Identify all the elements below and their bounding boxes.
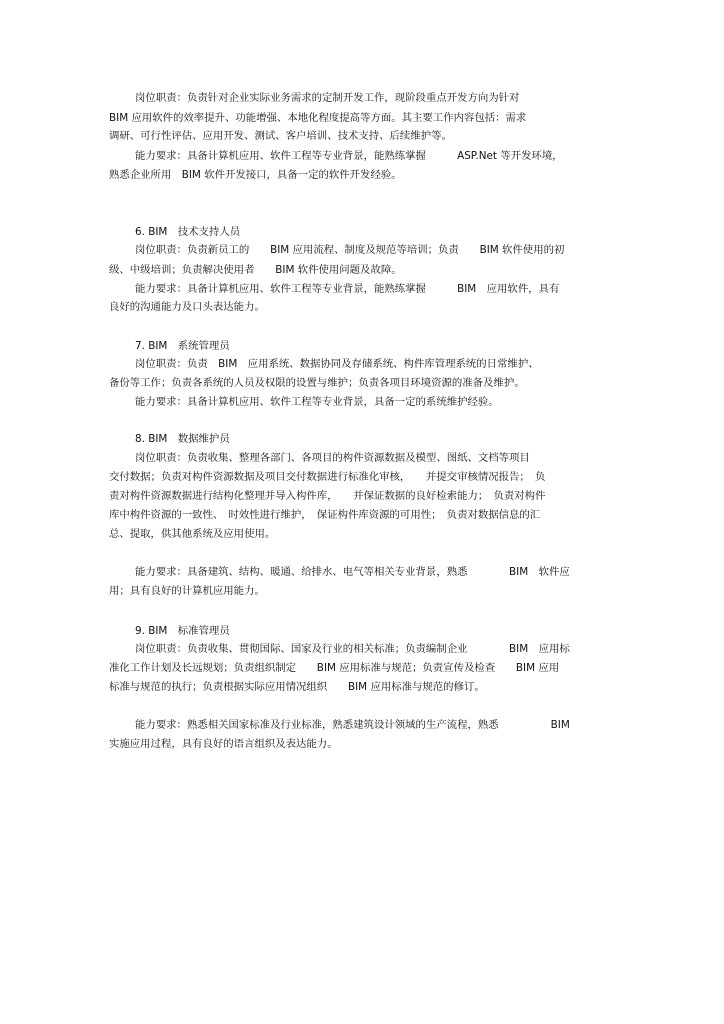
intro-duty-line-2: BIM 应用软件的效率提升、功能增强、本地化程度提高等方面。其主要工作内容包括：需求	[109, 112, 527, 124]
section-7-duty-line-2: 备份等工作；负责各系统的人员及权限的设置与维护；负责各项目环境资源的准备及维护。	[109, 377, 525, 389]
section-7-heading: 7. BIM 系统管理员	[135, 340, 230, 352]
section-9-duty-line-3: 标准与规范的执行；负责根据实际应用情况组织 BIM 应用标准与规范的修订。	[109, 681, 485, 693]
section-7-duty-line-1: 岗位职责：负责 BIM 应用系统、数据协同及存储系统、构件库管理系统的日常维护、	[135, 358, 539, 370]
intro-req-line-1: 能力要求：具备计算机应用、软件工程等专业背景，能熟练掌握 ASP.Net 等开发环境，	[135, 150, 563, 162]
section-8-req-line-2: 用；具有良好的计算机应用能力。	[109, 585, 265, 597]
section-7-req-line-1: 能力要求：具备计算机应用、软件工程等专业背景，具备一定的系统维护经验。	[135, 396, 499, 408]
intro-req-line-2: 熟悉企业所用 BIM 软件开发接口，具备一定的软件开发经验。	[109, 169, 402, 181]
section-8-duty-line-1: 岗位职责：负责收集、整理各部门、各项目的构件资源数据及模型、图纸、文档等项目	[135, 452, 530, 464]
section-9-heading: 9. BIM 标准管理员	[135, 625, 230, 637]
section-6-duty-line-2: 级、中级培训；负责解决使用者 BIM 软件使用问题及故障。	[109, 264, 402, 276]
section-6-duty-line-1: 岗位职责：负责新员工的 BIM 应用流程、制度及规范等培训；负责 BIM 软件使用的初	[135, 244, 565, 256]
section-9-duty-line-2: 准化工作计划及长远规划；负责组织制定 BIM 应用标准与规范；负责宣传及检查 BIM 应用	[109, 662, 560, 674]
section-6-req-line-1: 能力要求：具备计算机应用、软件工程等专业背景，能熟练掌握 BIM 应用软件，具有	[135, 283, 560, 295]
section-8-duty-line-4: 库中构件资源的一致性、 时效性进行维护， 保证构件库资源的可用性； 负责对数据信息的汇	[109, 509, 541, 521]
section-8-heading: 8. BIM 数据维护员	[135, 433, 230, 445]
section-6-heading: 6. BIM 技术支持人员	[135, 226, 241, 238]
section-8-duty-line-3: 责对构件资源数据进行结构化整理并导入构件库， 并保证数据的良好检索能力； 负责对构件	[109, 490, 546, 502]
intro-duty-line-3: 调研、可行性评估、应用开发、测试、客户培训、技术支持、后续维护等。	[109, 130, 452, 142]
section-9-req-line-2: 实施应用过程，具有良好的语言组织及表达能力。	[109, 738, 338, 750]
section-8-req-line-1: 能力要求：具备建筑、结构、暖通、给排水、电气等相关专业背景，熟悉 BIM 软件应	[135, 566, 570, 578]
section-8-duty-line-5: 总、提取，供其他系统及应用使用。	[109, 528, 276, 540]
intro-duty-line-1: 岗位职责：负责针对企业实际业务需求的定制开发工作，现阶段重点开发方向为针对	[135, 92, 520, 104]
section-8-duty-line-2: 交付数据；负责对构件资源数据及项目交付数据进行标准化审核， 并提交审核情况报告； 负	[109, 471, 546, 483]
section-6-req-line-2: 良好的沟通能力及口头表达能力。	[109, 301, 265, 313]
section-9-req-line-1: 能力要求：熟悉相关国家标准及行业标准，熟悉建筑设计领域的生产流程，熟悉 BIM	[135, 719, 570, 731]
section-9-duty-line-1: 岗位职责：负责收集、贯彻国际、国家及行业的相关标准；负责编制企业 BIM 应用标	[135, 643, 570, 655]
